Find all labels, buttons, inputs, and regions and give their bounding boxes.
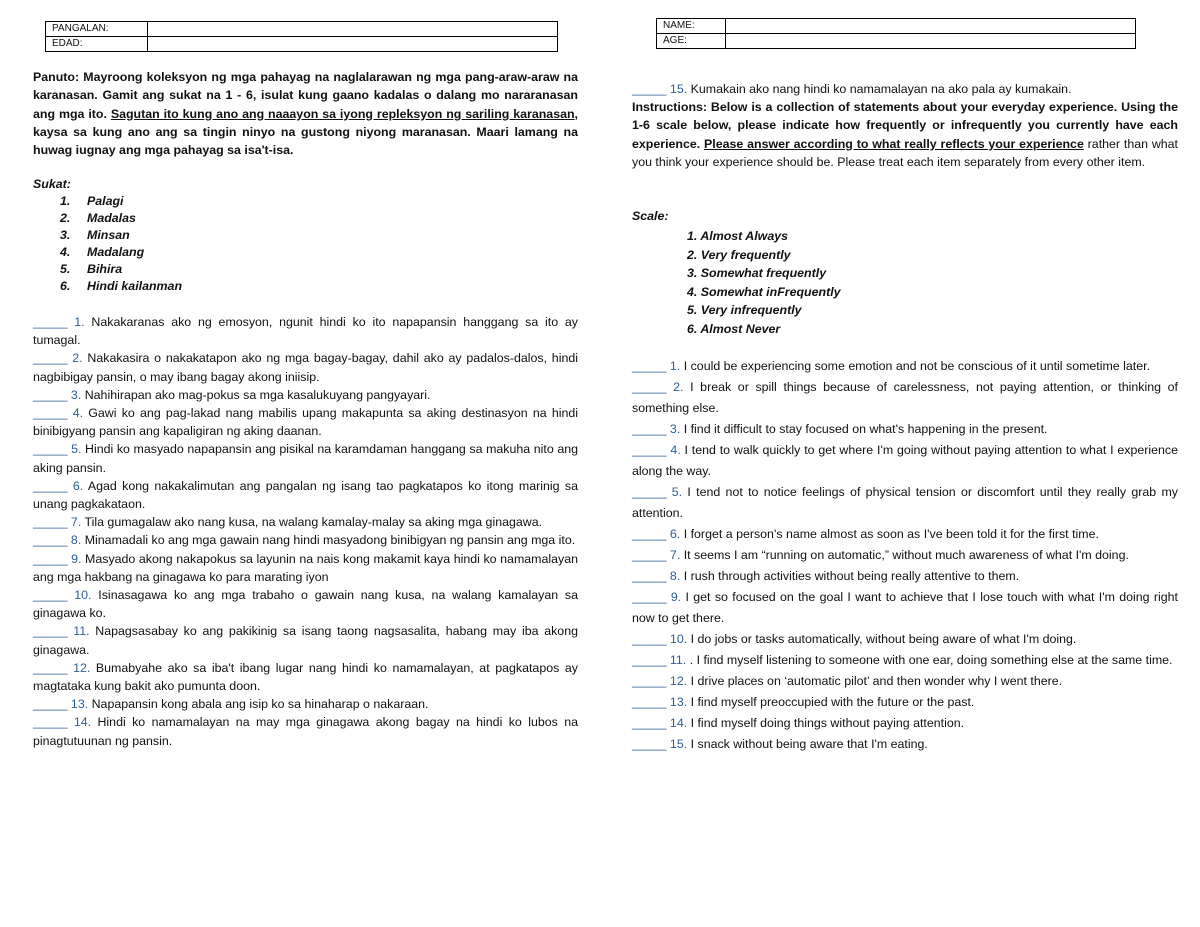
list-item: _____ 12. Bumabyahe ako sa iba't ibang lugar nang hindi ko namamalayan, at pagkatapos ay magtataka kung bakit ako pumunta doon.: [33, 660, 578, 694]
answer-blank[interactable]: _____: [33, 551, 68, 566]
answer-blank[interactable]: _____: [632, 674, 667, 688]
answer-blank[interactable]: _____: [33, 442, 68, 457]
scale-item: 2. Madalas: [60, 211, 136, 225]
scale-title: Scale:: [632, 209, 669, 223]
list-item: _____ 6. I forget a person's name almost as soon as I've been told it for the first time.: [632, 527, 1099, 541]
scale-item: 2. Very frequently: [687, 247, 791, 262]
answer-blank[interactable]: _____: [632, 569, 667, 583]
scale-item: 1. Almost Always: [687, 229, 788, 243]
list-item: _____ 11. . I find myself listening to someone with one ear, doing something else at the same time.: [632, 653, 1173, 667]
list-item: _____ 2. I break or spill things because of carelessness, not paying attention, or thinking of something else.: [632, 380, 1178, 415]
name-label: PANGALAN:: [46, 22, 148, 37]
answer-blank[interactable]: _____: [632, 380, 667, 394]
list-item: _____ 4. I tend to walk quickly to get where I'm going without paying attention to what I experience along the way.: [632, 443, 1178, 478]
answer-blank[interactable]: _____: [33, 406, 68, 421]
instructions-underlined: Sagutan ito kung ano ang naaayon sa iyong repleksyon ng sariling karanasan,: [110, 106, 578, 121]
answer-blank[interactable]: _____: [33, 715, 68, 730]
list-item: _____ 14. I find myself doing things without paying attention.: [632, 716, 965, 730]
list-item: _____ 9. Masyado akong nakapokus sa layunin na nais kong makamit kaya hindi ko namamalayan ang mga hakbang na ginagawa ko para marating iyon: [33, 551, 578, 584]
answer-blank[interactable]: _____: [33, 624, 68, 639]
answer-blank[interactable]: _____: [33, 588, 68, 603]
list-item: _____ 7. It seems I am “running on automatic,” without much awareness of what I'm doing.: [632, 548, 1129, 562]
instructions-text: Panuto: Mayroong koleksyon ng mga pahayag na naglalarawan ng mga pang-araw-araw na karanasan. Gamit ang sukat na 1 - 6, isulat kung gaano kadalas o dalang mo nararanasan ang mga ito.: [33, 70, 578, 121]
age-field[interactable]: [726, 34, 1136, 49]
answer-blank[interactable]: _____: [632, 359, 667, 373]
scale-item: 4. Madalang: [60, 245, 145, 259]
list-item: _____ 8. I rush through activities without being really attentive to them.: [632, 569, 1020, 583]
list-item: _____ 5. I tend not to notice feelings of physical tension or discomfort until they really grab my attention.: [632, 485, 1178, 520]
scale-item: 3. Minsan: [60, 228, 130, 242]
name-field[interactable]: [726, 19, 1136, 34]
list-item: _____ 9. I get so focused on the goal I want to achieve that I lose touch with what I'm doing right now to get there.: [632, 590, 1178, 625]
english-instructions: [632, 98, 1178, 171]
list-item: _____ 8. Minamadali ko ang mga gawain nang hindi masyadong binibigyan ng pansin ang mga ito.: [33, 533, 576, 548]
answer-blank[interactable]: _____: [33, 660, 68, 675]
list-item: _____ 10. I do jobs or tasks automatically, without being aware of what I'm doing.: [632, 632, 1077, 646]
scale-list: [687, 227, 841, 338]
answer-blank[interactable]: _____: [632, 716, 667, 730]
scale-list: [60, 193, 182, 295]
list-item: _____ 7. Tila gumagalaw ako nang kusa, na walang kamalay-malay sa aking mga ginagawa.: [33, 515, 543, 530]
list-item: _____ 12. I drive places on ‘automatic pilot’ and then wonder why I went there.: [632, 674, 1063, 688]
scale-item: 6. Hindi kailanman: [60, 279, 183, 293]
instructions-underlined: Please answer according to what really reflects your experience: [704, 136, 1084, 151]
age-label: AGE:: [657, 34, 726, 49]
scale-title: Sukat:: [33, 177, 71, 191]
answer-blank[interactable]: _____: [33, 478, 68, 493]
answer-blank[interactable]: _____: [632, 82, 667, 96]
list-item: _____ 15. Kumakain ako nang hindi ko namamalayan na ako pala ay kumakain.: [632, 82, 1072, 96]
english-info-table: [656, 18, 1136, 49]
answer-blank[interactable]: _____: [632, 485, 667, 499]
list-item: _____ 10. Isinasagawa ko ang mga trabaho o gawain nang kusa, na walang kamalayan sa ginagawa ko.: [33, 588, 578, 621]
scale-item: 5. Bihira: [60, 262, 123, 276]
age-field[interactable]: [148, 37, 558, 52]
list-item: _____ 1. Nakakaranas ako ng emosyon, ngunit hindi ko ito napapansin hanggang sa ito ay tumagal.: [33, 315, 578, 348]
list-item: _____ 3. I find it difficult to stay focused on what's happening in the present.: [632, 422, 1048, 436]
answer-blank[interactable]: _____: [632, 695, 667, 709]
answer-blank[interactable]: _____: [33, 315, 68, 329]
list-item: _____ 5. Hindi ko masyado napapansin ang pisikal na karamdaman hanggang sa makuha nito ang aking pansin.: [33, 442, 578, 475]
list-item: _____ 2. Nakakasira o nakakatapon ako ng mga bagay-bagay, dahil ako ay padalos-dalos, hindi nagbibigay pansin, o may ibang bagay akong iniisip.: [33, 351, 578, 384]
list-item: _____ 13. I find myself preoccupied with the future or the past.: [632, 695, 975, 709]
list-item: _____ 3. Nahihirapan ako mag-pokus sa mga kasalukuyang pangyayari.: [33, 387, 431, 402]
filipino-items: [33, 313, 578, 750]
answer-blank[interactable]: _____: [632, 527, 667, 541]
answer-blank[interactable]: _____: [632, 653, 667, 667]
filipino-instructions: [33, 68, 578, 159]
name-label: NAME:: [657, 19, 726, 34]
scale-item: 6. Almost Never: [687, 321, 781, 336]
list-item: _____ 11. Napagsasabay ko ang pakikinig sa isang taong nagsasalita, habang may iba akong ginagawa.: [33, 624, 578, 657]
list-item: _____ 13. Napapansin kong abala ang isip ko sa hinaharap o nakaraan.: [33, 697, 429, 712]
list-item: _____ 15. I snack without being aware that I'm eating.: [632, 737, 928, 751]
scale-item: 3. Somewhat frequently: [687, 266, 827, 280]
answer-blank[interactable]: _____: [632, 422, 667, 436]
answer-blank[interactable]: _____: [33, 697, 68, 712]
instructions-text-end: kaysa sa kung ano ang sa tingin ninyo na gustong niyong maranasan. Maari lamang na huwag iugnay ang mga pahayag sa isa't-isa.: [33, 124, 578, 158]
answer-blank[interactable]: _____: [33, 515, 68, 530]
answer-blank[interactable]: _____: [33, 387, 68, 402]
answer-blank[interactable]: _____: [632, 632, 667, 646]
scale-item: 5. Very infrequently: [687, 303, 802, 317]
filipino-info-table: [45, 21, 558, 52]
scale-item: 4. Somewhat inFrequently: [687, 284, 841, 299]
answer-blank[interactable]: _____: [632, 548, 667, 562]
answer-blank[interactable]: _____: [632, 737, 667, 751]
answer-blank[interactable]: _____: [632, 443, 667, 457]
instructions-text-end: rather than what you think your experience should be. Please treat each item separately from every other item.: [632, 136, 1178, 169]
list-item: _____ 14. Hindi ko namamalayan na may mga ginagawa akong bagay na hindi ko lubos na pinagtutuunan ng pansin.: [33, 715, 578, 748]
instructions-text: Instructions: Below is a collection of statements about your everyday experience. Using the 1-6 scale below, please indicate how frequently or infrequently you currently have each experience.: [632, 100, 1178, 151]
answer-blank[interactable]: _____: [33, 351, 68, 366]
carry-item: [632, 80, 1178, 98]
name-field[interactable]: [148, 22, 558, 37]
list-item: _____ 4. Gawi ko ang pag-lakad nang mabilis upang makapunta sa aking destinasyon na hindi binibigyang pansin ang kapaligiran ng aking daanan.: [33, 406, 579, 439]
age-label: EDAD:: [46, 37, 148, 52]
list-item: _____ 1. I could be experiencing some emotion and not be conscious of it until sometime later.: [632, 359, 1151, 373]
answer-blank[interactable]: _____: [632, 590, 667, 604]
answer-blank[interactable]: _____: [33, 533, 68, 548]
english-items: [632, 356, 1178, 755]
list-item: _____ 6. Agad kong nakakalimutan ang pangalan ng isang tao pagkatapos ko itong marinig sa unang pagkakataon.: [33, 478, 578, 512]
scale-item: 1. Palagi: [60, 194, 124, 208]
